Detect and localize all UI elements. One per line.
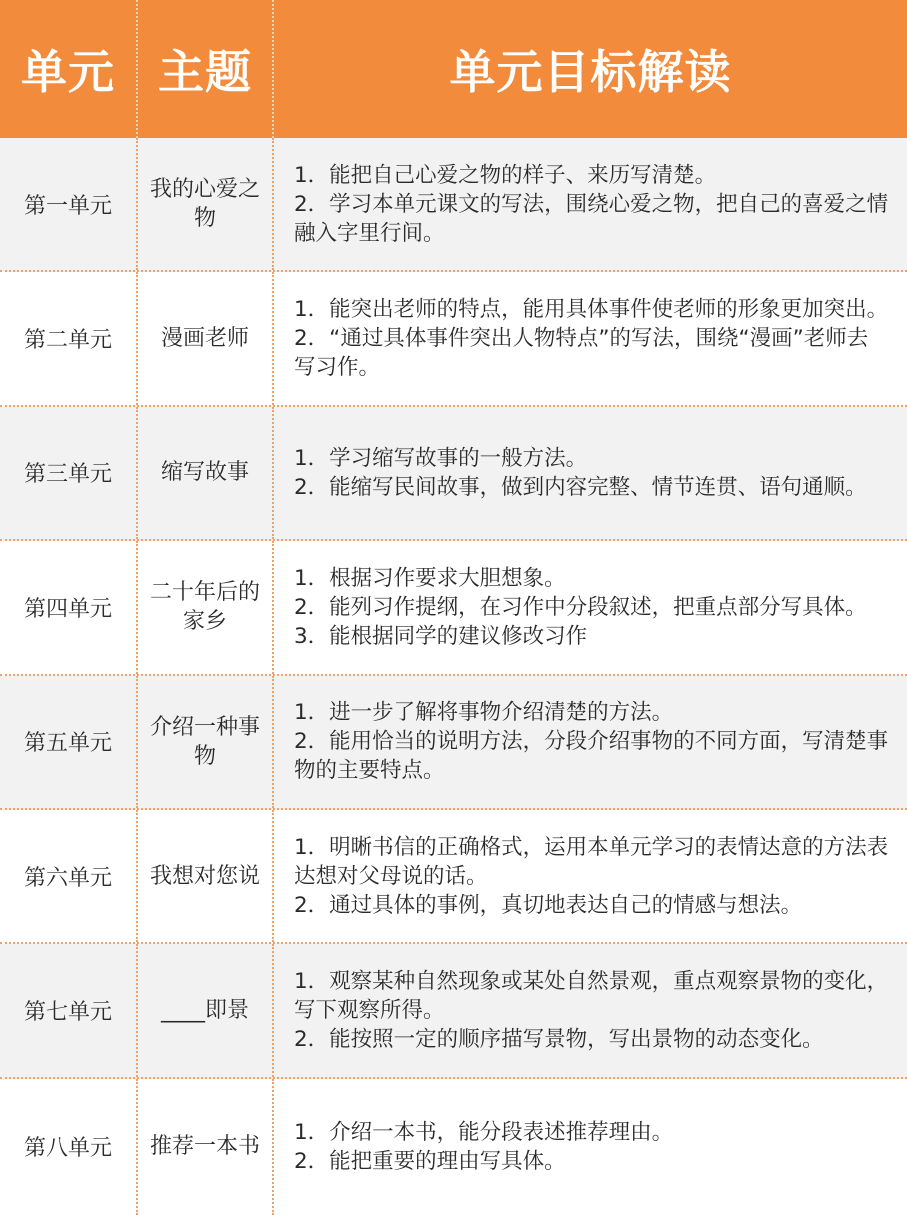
table-row: [0, 541, 907, 675]
table-row: [0, 272, 907, 406]
goal-item: 1．进一步了解将事物介绍清楚的方法。: [294, 700, 674, 726]
goals-cell: [274, 138, 907, 270]
theme-cell: 缩写故事: [138, 407, 274, 539]
unit-cell: 第六单元: [0, 810, 138, 942]
theme-cell: 二十年后的家乡: [138, 541, 274, 673]
unit-cell: 第七单元: [0, 944, 138, 1076]
goals-cell: [274, 810, 907, 942]
table-row: [0, 676, 907, 810]
goal-item: 1．能突出老师的特点，能用具体事件使老师的形象更加突出。: [294, 297, 889, 323]
theme-cell: 介绍一种事物: [138, 676, 274, 808]
table-row: [0, 1079, 907, 1215]
table-body: [0, 138, 907, 1215]
unit-cell: 第三单元: [0, 407, 138, 539]
goals-cell: [274, 1079, 907, 1215]
goal-item: 1．观察某种自然现象或某处自然景观，重点观察景物的变化，写下观察所得。: [294, 969, 889, 1024]
unit-cell: 第八单元: [0, 1079, 138, 1215]
theme-cell: ____即景: [138, 944, 274, 1076]
table-row: [0, 944, 907, 1078]
goals-cell: [274, 407, 907, 539]
theme-cell: 漫画老师: [138, 272, 274, 404]
unit-cell: 第一单元: [0, 138, 138, 270]
header-goals: 单元目标解读: [449, 45, 732, 99]
table-header: [0, 0, 907, 138]
goal-item: 2．能把重要的理由写具体。: [294, 1148, 566, 1174]
unit-cell: 第五单元: [0, 676, 138, 808]
unit-cell: 第四单元: [0, 541, 138, 673]
table-row: [0, 138, 907, 272]
goal-item: 2．“通过具体事件突出人物特点”的写法，围绕“漫画”老师去写习作。: [294, 326, 869, 381]
goals-cell: [274, 676, 907, 808]
goal-item: 1．明晰书信的正确格式，运用本单元学习的表情达意的方法表达想对父母说的话。: [294, 834, 889, 889]
goal-item: 2．通过具体的事例，真切地表达自己的情感与想法。: [294, 892, 803, 918]
goal-item: 2．能缩写民间故事，做到内容完整、情节连贯、语句通顺。: [294, 474, 867, 500]
goals-cell: [274, 272, 907, 404]
theme-cell: 推荐一本书: [138, 1079, 274, 1215]
goal-item: 2．学习本单元课文的写法，围绕心爱之物，把自己的喜爱之情融入字里行间。: [294, 191, 889, 246]
goal-item: 1．根据习作要求大胆想象。: [294, 565, 566, 591]
theme-cell: 我想对您说: [138, 810, 274, 942]
goal-item: 2．能列习作提纲，在习作中分段叙述，把重点部分写具体。: [294, 594, 867, 620]
goal-item: 2．能用恰当的说明方法，分段介绍事物的不同方面，写清楚事物的主要特点。: [294, 729, 889, 784]
table-row: [0, 810, 907, 944]
goal-item: 3．能根据同学的建议修改习作: [294, 623, 588, 649]
header-theme: 主题: [138, 0, 274, 138]
theme-cell: 我的心爱之物: [138, 138, 274, 270]
table-row: [0, 407, 907, 541]
goal-item: 1．能把自己心爱之物的样子、来历写清楚。: [294, 162, 717, 188]
header-unit: 单元: [0, 0, 138, 138]
goal-item: 2．能按照一定的顺序描写景物，写出景物的动态变化。: [294, 1027, 824, 1053]
goals-cell: [274, 944, 907, 1076]
goals-cell: [274, 541, 907, 673]
goal-item: 1．介绍一本书，能分段表述推荐理由。: [294, 1119, 674, 1145]
unit-cell: 第二单元: [0, 272, 138, 404]
goal-item: 1．学习缩写故事的一般方法。: [294, 445, 588, 471]
